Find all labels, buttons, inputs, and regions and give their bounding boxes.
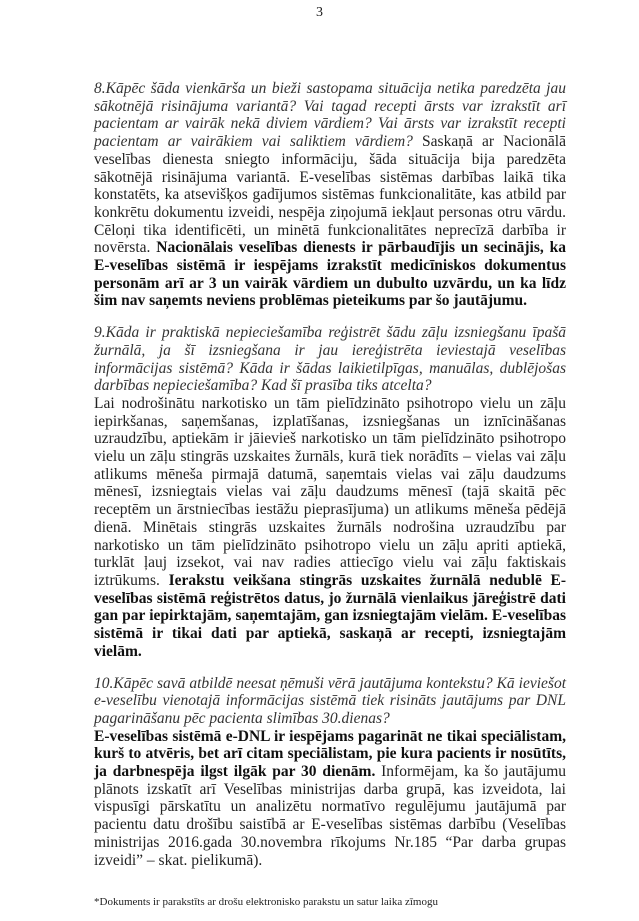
- answer-8-bold: Nacionālais veselības dienests ir pārbaudījis un secinājis, ka E-veselības sistēmā ir iespējams izrakstīt medicīniskos dokumentus personām arī ar 3 un vairāk vārdiem un dubulto uzvārdu, un ka līdz šim nav saņemts neviens problēmas pieteikums par šo jautājumu.: [94, 239, 566, 310]
- section-10: [94, 675, 566, 870]
- answer-10-bold: E-veselības sistēmā e-DNL ir iespējams pagarināt ne tikai speciālistam, kurš to atvēris, bet arī citam speciālistam, pie kura pacients ir nosūtīts, ja darbnespēja ilgst ilgāk par 30 dienām.: [94, 727, 566, 781]
- question-8: 8.Kāpēc šāda vienkārša un bieži sastopama situācija netika paredzēta jau sākotnējā risinājuma variantā? Vai tagad recepti ārsts var izrakstīt arī pacientam ar vairāk nekā diviem vārdiem? Vai ārsts var izrakstīt recepti pacientam ar vairākiem vai saliktiem vārdiem?: [94, 80, 566, 151]
- section-8: [94, 80, 566, 310]
- section-9: [94, 324, 566, 660]
- signature-footnote: *Dokuments ir parakstīts ar drošu elektronisko parakstu un satur laika zīmogu: [94, 896, 438, 909]
- answer-9-bold: Ierakstu veikšana stingrās uzskaites žurnālā nedublē E-veselības sistēmā reģistrētos datus, jo žurnālā vienlaikus jāreģistrē dati gan par iepirktajām, saņemtajām, gan izsniegtajām vielām. E-veselības sistēmā ir tikai dati par aptiekā, saskaņā ar recepti, izsniegtajām vielām.: [94, 571, 566, 660]
- question-9: 9.Kāda ir praktiskā nepieciešamība reģistrēt šādu zāļu izsniegšanu īpašā žurnālā, ja šī izsniegšana ir jau iereģistrēta ieviestajā veselības informācijas sistēmā? Kāda ir šādas laikietilpīgas, manuālas, dublējošas darbības nepieciešamība? Kad šī prasība tiks atcelta?: [94, 324, 566, 395]
- answer-10-text: Informējam, ka šo jautājumu plānots izskatīt arī Veselības ministrijas darba grupā, kas izveidota, lai vispusīgi pārskatītu un analizētu normatīvo regulējumu jautājumā par pacientu datu drošību saistībā ar E-veselības sistēmas darbību (Veselības ministrijas 2016.gada 30.novembra rīkojums Nr.185 “Par darba grupas izveidi” – skat. pielikumā).: [94, 763, 567, 869]
- page-number: 3: [316, 5, 323, 20]
- answer-8-text: Saskaņā ar Nacionālā veselības dienesta sniegto informāciju, šāda situācija bija paredzēta sākotnējā risinājuma variantā. E-veselības sistēmas darbības laikā tika konstatēts, ka atsevišķos gadījumos sistēmas funkcionalitāte, kas atbild par konkrētu dokumentu izveidi, nespēja ziņojumā iekļaut personas otru vārdu. Cēloņi tika identificēti, un minētā funkcionalitātes neprecīzā darbība ir novērsta.: [94, 133, 566, 257]
- answer-9-text: Lai nodrošinātu narkotisko un tām pielīdzināto psihotropo vielu un zāļu iepirkšanas, saņemšanas, izplatīšanas, izsniegšanas un iznīcināšanas uzraudzību, aptiekām ir jāievieš narkotisko un tām pielīdzināto psihotropo vielu un zāļu stingrās uzskaites žurnāls, kurā tiek norādīts – vielas vai zāļu atlikums mēneša pirmajā datumā, saņemtais vielas vai zāļu daudzums mēnesī, izsniegtais vielas vai zāļu daudzums mēnesī (tajā skaitā pēc receptēm un ārstniecības iestāžu pieprasījuma) un atlikums mēneša pēdējā dienā. Minētais stingrās uzskaites žurnāls nodrošina uzraudzību par narkotisko un tām pielīdzināto psihotropo vielu un zāļu apriti aptiekā, turklāt ļauj izsekot, vai nav radies attiecīgo vielu vai zāļu faktiskais iztrūkums.: [94, 394, 566, 589]
- question-10: 10.Kāpēc savā atbildē neesat ņēmuši vērā jautājuma kontekstu? Kā ieviešot e-veselību vienotajā informācijas sistēmā tiek risināts jautājums par DNL pagarināšanu pēc pacienta slimības 30.dienas?: [94, 674, 566, 727]
